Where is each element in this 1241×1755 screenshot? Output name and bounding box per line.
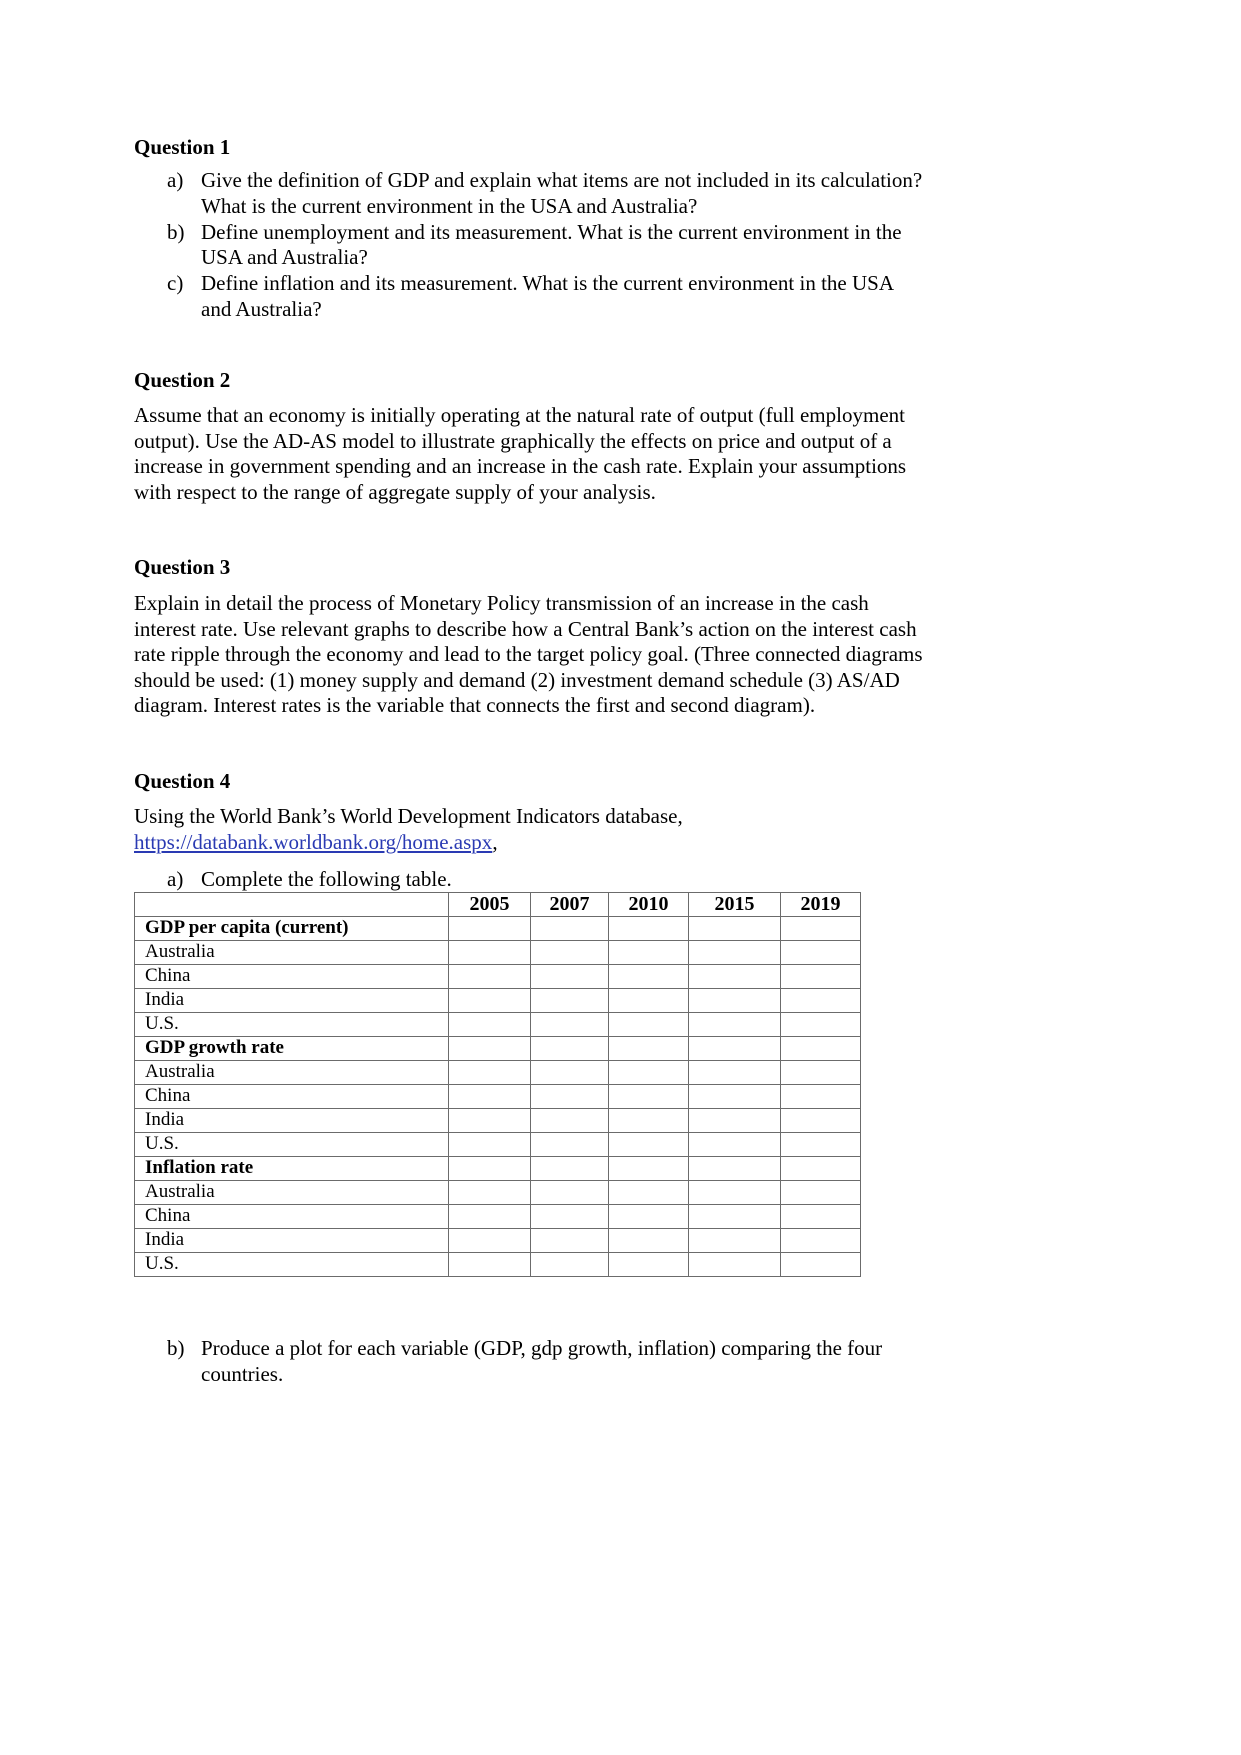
table-row	[135, 1061, 861, 1085]
empty-cell	[609, 1085, 689, 1109]
country-label: China	[135, 1085, 449, 1109]
country-label: U.S.	[135, 1133, 449, 1157]
empty-cell	[449, 1253, 531, 1277]
q3-line: rate ripple through the economy and lead to the target policy goal. (Three connected diagrams	[134, 642, 923, 667]
empty-cell	[531, 1253, 609, 1277]
empty-cell	[689, 1109, 781, 1133]
empty-cell	[609, 941, 689, 965]
q1-item-b-line-1: Define unemployment and its measurement. What is the current environment in the	[201, 219, 902, 244]
empty-cell	[609, 965, 689, 989]
question-4-heading: Question 4	[134, 769, 231, 793]
country-label: India	[135, 1109, 449, 1133]
question-3-body	[134, 591, 923, 719]
empty-cell	[609, 917, 689, 941]
q2-line: with respect to the range of aggregate supply of your analysis.	[134, 479, 656, 504]
empty-cell	[609, 989, 689, 1013]
country-label: Australia	[135, 941, 449, 965]
q2-line: output). Use the AD-AS model to illustrate graphically the effects on price and output of a	[134, 428, 892, 453]
empty-cell	[781, 1229, 861, 1253]
table-row	[135, 1133, 861, 1157]
empty-cell	[609, 1253, 689, 1277]
table-row	[135, 965, 861, 989]
empty-cell	[531, 1229, 609, 1253]
empty-cell	[689, 965, 781, 989]
q3-line: diagram. Interest rates is the variable that connects the first and second diagram).	[134, 693, 816, 718]
q2-line: Assume that an economy is initially operating at the natural rate of output (full employment	[134, 403, 905, 427]
header-year: 2019	[781, 893, 861, 917]
empty-cell	[449, 1061, 531, 1085]
empty-cell	[689, 989, 781, 1013]
empty-cell	[531, 1205, 609, 1229]
empty-cell	[781, 989, 861, 1013]
empty-cell	[449, 1013, 531, 1037]
header-year: 2005	[449, 893, 531, 917]
indicators-table	[134, 892, 861, 1277]
empty-cell	[689, 1253, 781, 1277]
country-label: Australia	[135, 1181, 449, 1205]
country-label: India	[135, 989, 449, 1013]
empty-cell	[689, 1205, 781, 1229]
empty-cell	[781, 1109, 861, 1133]
table-header-row	[135, 893, 861, 917]
empty-cell	[689, 1157, 781, 1181]
empty-cell	[449, 941, 531, 965]
empty-cell	[781, 965, 861, 989]
question-2-heading: Question 2	[134, 368, 231, 392]
empty-cell	[531, 965, 609, 989]
question-3-heading: Question 3	[134, 555, 231, 579]
empty-cell	[609, 1013, 689, 1037]
empty-cell	[449, 1205, 531, 1229]
empty-cell	[781, 1157, 861, 1181]
empty-cell	[531, 1181, 609, 1205]
table-section-row	[135, 1037, 861, 1061]
empty-cell	[781, 1037, 861, 1061]
empty-cell	[689, 1013, 781, 1037]
empty-cell	[449, 1229, 531, 1253]
empty-cell	[449, 1181, 531, 1205]
empty-cell	[531, 1013, 609, 1037]
empty-cell	[609, 1109, 689, 1133]
table-row	[135, 1109, 861, 1133]
header-blank	[135, 893, 449, 917]
worldbank-databank-link[interactable]: https://databank.worldbank.org/home.aspx	[134, 829, 493, 854]
empty-cell	[781, 941, 861, 965]
q2-line: increase in government spending and an increase in the cash rate. Explain your assumptions	[134, 454, 907, 479]
empty-cell	[609, 1181, 689, 1205]
question-1-heading: Question 1	[134, 135, 231, 159]
empty-cell	[689, 1181, 781, 1205]
empty-cell	[689, 1229, 781, 1253]
list-marker: a)	[167, 867, 184, 891]
q1-item-b-line-2: USA and Australia?	[201, 245, 368, 270]
list-marker: b)	[167, 219, 185, 244]
empty-cell	[781, 1061, 861, 1085]
table-row	[135, 1085, 861, 1109]
country-label: China	[135, 965, 449, 989]
q1-item-c-line-2: and Australia?	[201, 296, 322, 321]
empty-cell	[531, 1085, 609, 1109]
q1-item-c-line-1: Define inflation and its measurement. What is the current environment in the USA	[201, 271, 895, 295]
table-row	[135, 989, 861, 1013]
empty-cell	[689, 1061, 781, 1085]
empty-cell	[609, 1229, 689, 1253]
q4-intro-text: Using the World Bank’s World Development Indicators database,	[134, 804, 683, 828]
empty-cell	[781, 917, 861, 941]
empty-cell	[609, 1133, 689, 1157]
empty-cell	[449, 1085, 531, 1109]
section-label: GDP growth rate	[135, 1037, 449, 1061]
table-row	[135, 1013, 861, 1037]
question-4-intro	[134, 804, 683, 855]
table-section-row	[135, 1157, 861, 1181]
empty-cell	[449, 1133, 531, 1157]
section-label: GDP per capita (current)	[135, 917, 449, 941]
empty-cell	[449, 1037, 531, 1061]
q3-line: interest rate. Use relevant graphs to describe how a Central Bank’s action on the interest cash	[134, 616, 917, 641]
empty-cell	[531, 1061, 609, 1085]
header-year: 2015	[689, 893, 781, 917]
empty-cell	[531, 1037, 609, 1061]
list-marker: a)	[167, 168, 184, 192]
empty-cell	[609, 1061, 689, 1085]
empty-cell	[449, 917, 531, 941]
table-section-row	[135, 917, 861, 941]
empty-cell	[781, 1013, 861, 1037]
empty-cell	[781, 1133, 861, 1157]
empty-cell	[531, 989, 609, 1013]
empty-cell	[689, 941, 781, 965]
empty-cell	[609, 1157, 689, 1181]
country-label: Australia	[135, 1061, 449, 1085]
empty-cell	[531, 941, 609, 965]
empty-cell	[531, 917, 609, 941]
q1-item-a-line-1: Give the definition of GDP and explain what items are not included in its calculation?	[201, 168, 923, 192]
empty-cell	[449, 1109, 531, 1133]
table-row	[135, 1181, 861, 1205]
empty-cell	[531, 1109, 609, 1133]
link-suffix: ,	[492, 829, 498, 854]
table-row	[135, 941, 861, 965]
country-label: U.S.	[135, 1013, 449, 1037]
country-label: U.S.	[135, 1253, 449, 1277]
country-label: China	[135, 1205, 449, 1229]
empty-cell	[781, 1253, 861, 1277]
q4-link-line	[134, 830, 683, 856]
q1-item-a-line-2: What is the current environment in the USA and Australia?	[201, 193, 698, 218]
q4-part-b-line-1: Produce a plot for each variable (GDP, gdp growth, inflation) comparing the four	[201, 1336, 883, 1360]
section-label: Inflation rate	[135, 1157, 449, 1181]
empty-cell	[689, 1085, 781, 1109]
empty-cell	[449, 965, 531, 989]
empty-cell	[781, 1205, 861, 1229]
header-year: 2007	[531, 893, 609, 917]
empty-cell	[689, 1037, 781, 1061]
empty-cell	[531, 1157, 609, 1181]
table-row	[135, 1253, 861, 1277]
empty-cell	[449, 989, 531, 1013]
empty-cell	[531, 1133, 609, 1157]
empty-cell	[781, 1181, 861, 1205]
empty-cell	[781, 1085, 861, 1109]
q3-line: Explain in detail the process of Monetary Policy transmission of an increase in the cash	[134, 591, 869, 615]
country-label: India	[135, 1229, 449, 1253]
empty-cell	[449, 1157, 531, 1181]
q4-part-a-text: Complete the following table.	[201, 867, 452, 891]
question-2-body	[134, 403, 906, 505]
empty-cell	[689, 917, 781, 941]
empty-cell	[689, 1133, 781, 1157]
list-marker: b)	[167, 1336, 185, 1360]
q4-part-b-line-2: countries.	[201, 1361, 284, 1386]
empty-cell	[609, 1037, 689, 1061]
list-marker: c)	[167, 271, 184, 295]
header-year: 2010	[609, 893, 689, 917]
empty-cell	[609, 1205, 689, 1229]
table-row	[135, 1229, 861, 1253]
table-row	[135, 1205, 861, 1229]
q3-line: should be used: (1) money supply and demand (2) investment demand schedule (3) AS/AD	[134, 667, 900, 692]
